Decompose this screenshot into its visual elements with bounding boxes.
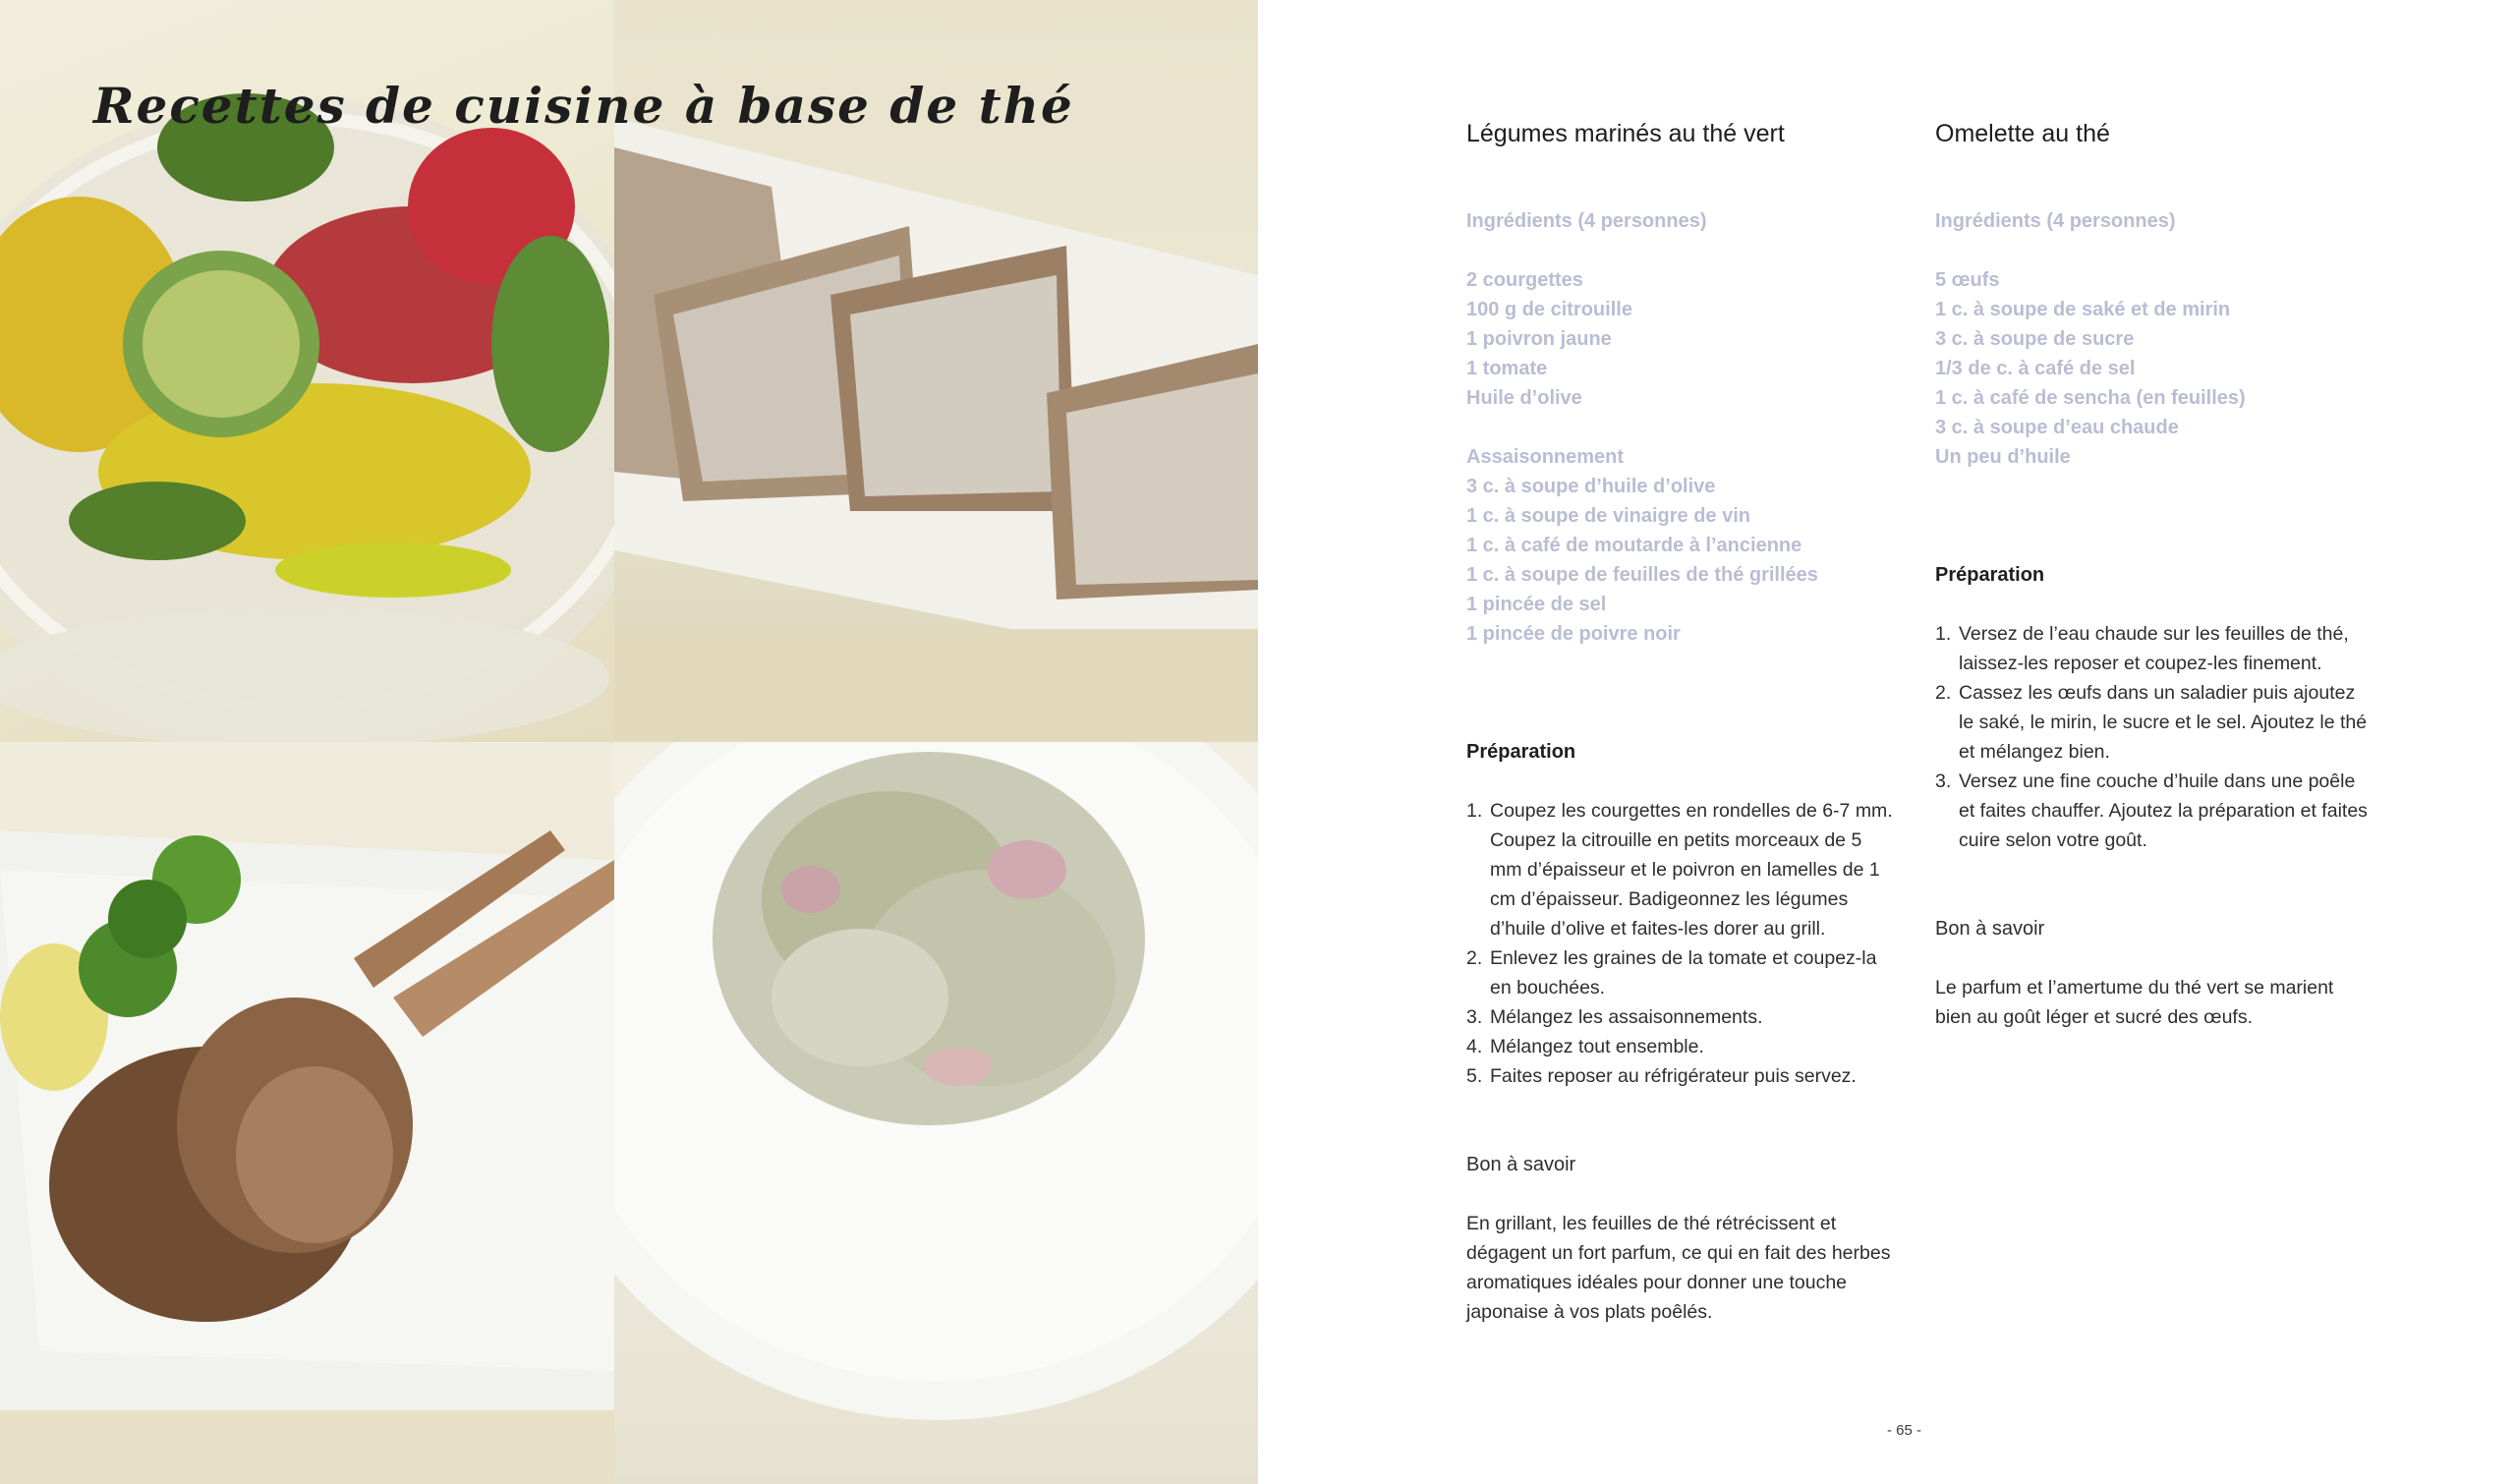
step-text: Mélangez tout ensemble. xyxy=(1490,1036,1704,1057)
step-text: Faites reposer au réfrigérateur puis servez. xyxy=(1490,1065,1857,1087)
seasoning-item: 1 c. à café de moutarde à l’ancienne xyxy=(1466,535,1802,556)
seasoning-item: 1 c. à soupe de vinaigre de vin xyxy=(1466,505,1750,527)
page-number: - 65 - xyxy=(1887,1422,1922,1439)
preparation-steps xyxy=(1466,796,1899,1091)
seasoning-item: 1 pincée de sel xyxy=(1466,594,1607,615)
ingredients-list xyxy=(1466,265,1899,649)
step-number: 1. xyxy=(1935,623,1952,645)
grilled-lamb-chops-photo xyxy=(0,742,614,1484)
ingredient-item: 5 œufs xyxy=(1935,269,2000,291)
step-item xyxy=(1466,943,1899,1002)
ingredient-item: 3 c. à soupe de sucre xyxy=(1935,328,2135,350)
preparation-heading: Préparation xyxy=(1935,564,2045,586)
recipe-title: Légumes marinés au thé vert xyxy=(1466,120,1785,147)
step-text: Enlevez les graines de la tomate et coupez-la en bouchées. xyxy=(1490,947,1877,999)
ingredients-list xyxy=(1935,265,2368,472)
tip-text: En grillant, les feuilles de thé rétrécissent et dégagent un fort parfum, ce qui en fait des herbes aromatiques idéales pour donner une touche japonaise à vos plats poêlés. xyxy=(1466,1213,1891,1323)
ingredient-item: 3 c. à soupe d’eau chaude xyxy=(1935,417,2179,438)
step-item xyxy=(1466,1032,1899,1061)
step-number: 2. xyxy=(1935,682,1952,704)
ingredients-heading: Ingrédients (4 personnes) xyxy=(1466,210,1707,232)
page-title: Recettes de cuisine à base de thé xyxy=(93,77,1074,135)
seasoning-item: 3 c. à soupe d’huile d’olive xyxy=(1466,476,1716,497)
recipe-title: Omelette au thé xyxy=(1935,120,2110,147)
tea-salad-photo xyxy=(614,742,1258,1484)
recipe-legumes-marines xyxy=(1466,116,1899,1327)
step-number: 3. xyxy=(1935,771,1952,792)
seasoning-item: 1 pincée de poivre noir xyxy=(1466,623,1681,645)
step-text: Versez une fine couche d’huile dans une poêle et faites chauffer. Ajoutez la préparation et faites cuire selon votre goût. xyxy=(1959,771,2368,851)
step-number: 4. xyxy=(1466,1036,1483,1057)
step-text: Cassez les œufs dans un saladier puis ajoutez le saké, le mirin, le sucre et le sel. Ajoutez le thé et mélangez bien. xyxy=(1959,682,2368,763)
seasoning-heading: Assaisonnement xyxy=(1466,446,1625,468)
step-number: 5. xyxy=(1466,1065,1483,1087)
step-item xyxy=(1935,619,2368,678)
step-item xyxy=(1466,796,1899,943)
preparation-steps xyxy=(1935,619,2368,855)
ingredient-item: 1 poivron jaune xyxy=(1466,328,1612,350)
step-item xyxy=(1466,1002,1899,1032)
step-item xyxy=(1935,678,2368,767)
seasoning-item: 1 c. à soupe de feuilles de thé grillées xyxy=(1466,564,1818,586)
step-item xyxy=(1466,1061,1899,1091)
preparation-heading: Préparation xyxy=(1466,741,1576,763)
step-number: 1. xyxy=(1466,800,1483,822)
tip-heading: Bon à savoir xyxy=(1935,918,2045,940)
ingredient-item: Un peu d’huile xyxy=(1935,446,2071,468)
ingredient-item: 100 g de citrouille xyxy=(1466,299,1632,320)
step-text: Versez de l’eau chaude sur les feuilles de thé, laissez-les reposer et coupez-les finement. xyxy=(1959,623,2349,674)
ingredients-heading: Ingrédients (4 personnes) xyxy=(1935,210,2176,232)
ingredient-item: 1 c. à soupe de saké et de mirin xyxy=(1935,299,2231,320)
tip-text: Le parfum et l’amertume du thé vert se marient bien au goût léger et sucré des œufs. xyxy=(1935,977,2334,1028)
ingredient-item: 2 courgettes xyxy=(1466,269,1583,291)
ingredient-item: Huile d’olive xyxy=(1466,387,1582,409)
ingredient-item: 1/3 de c. à café de sel xyxy=(1935,358,2136,379)
ingredient-item: 1 tomate xyxy=(1466,358,1548,379)
step-text: Mélangez les assaisonnements. xyxy=(1490,1006,1763,1028)
ingredient-item: 1 c. à café de sencha (en feuilles) xyxy=(1935,387,2246,409)
step-number: 2. xyxy=(1466,947,1483,969)
step-item xyxy=(1935,767,2368,855)
step-number: 3. xyxy=(1466,1006,1483,1028)
tip-heading: Bon à savoir xyxy=(1466,1154,1576,1175)
recipe-omelette-au-the xyxy=(1935,116,2368,1032)
step-text: Coupez les courgettes en rondelles de 6-7 mm. Coupez la citrouille en petits morceaux de 5 mm d’épaisseur et le poivron en lamelles de 1 cm d’épaisseur. Badigeonnez les légumes d’huile d’olive et faites-les dorer au grill. xyxy=(1490,800,1893,940)
